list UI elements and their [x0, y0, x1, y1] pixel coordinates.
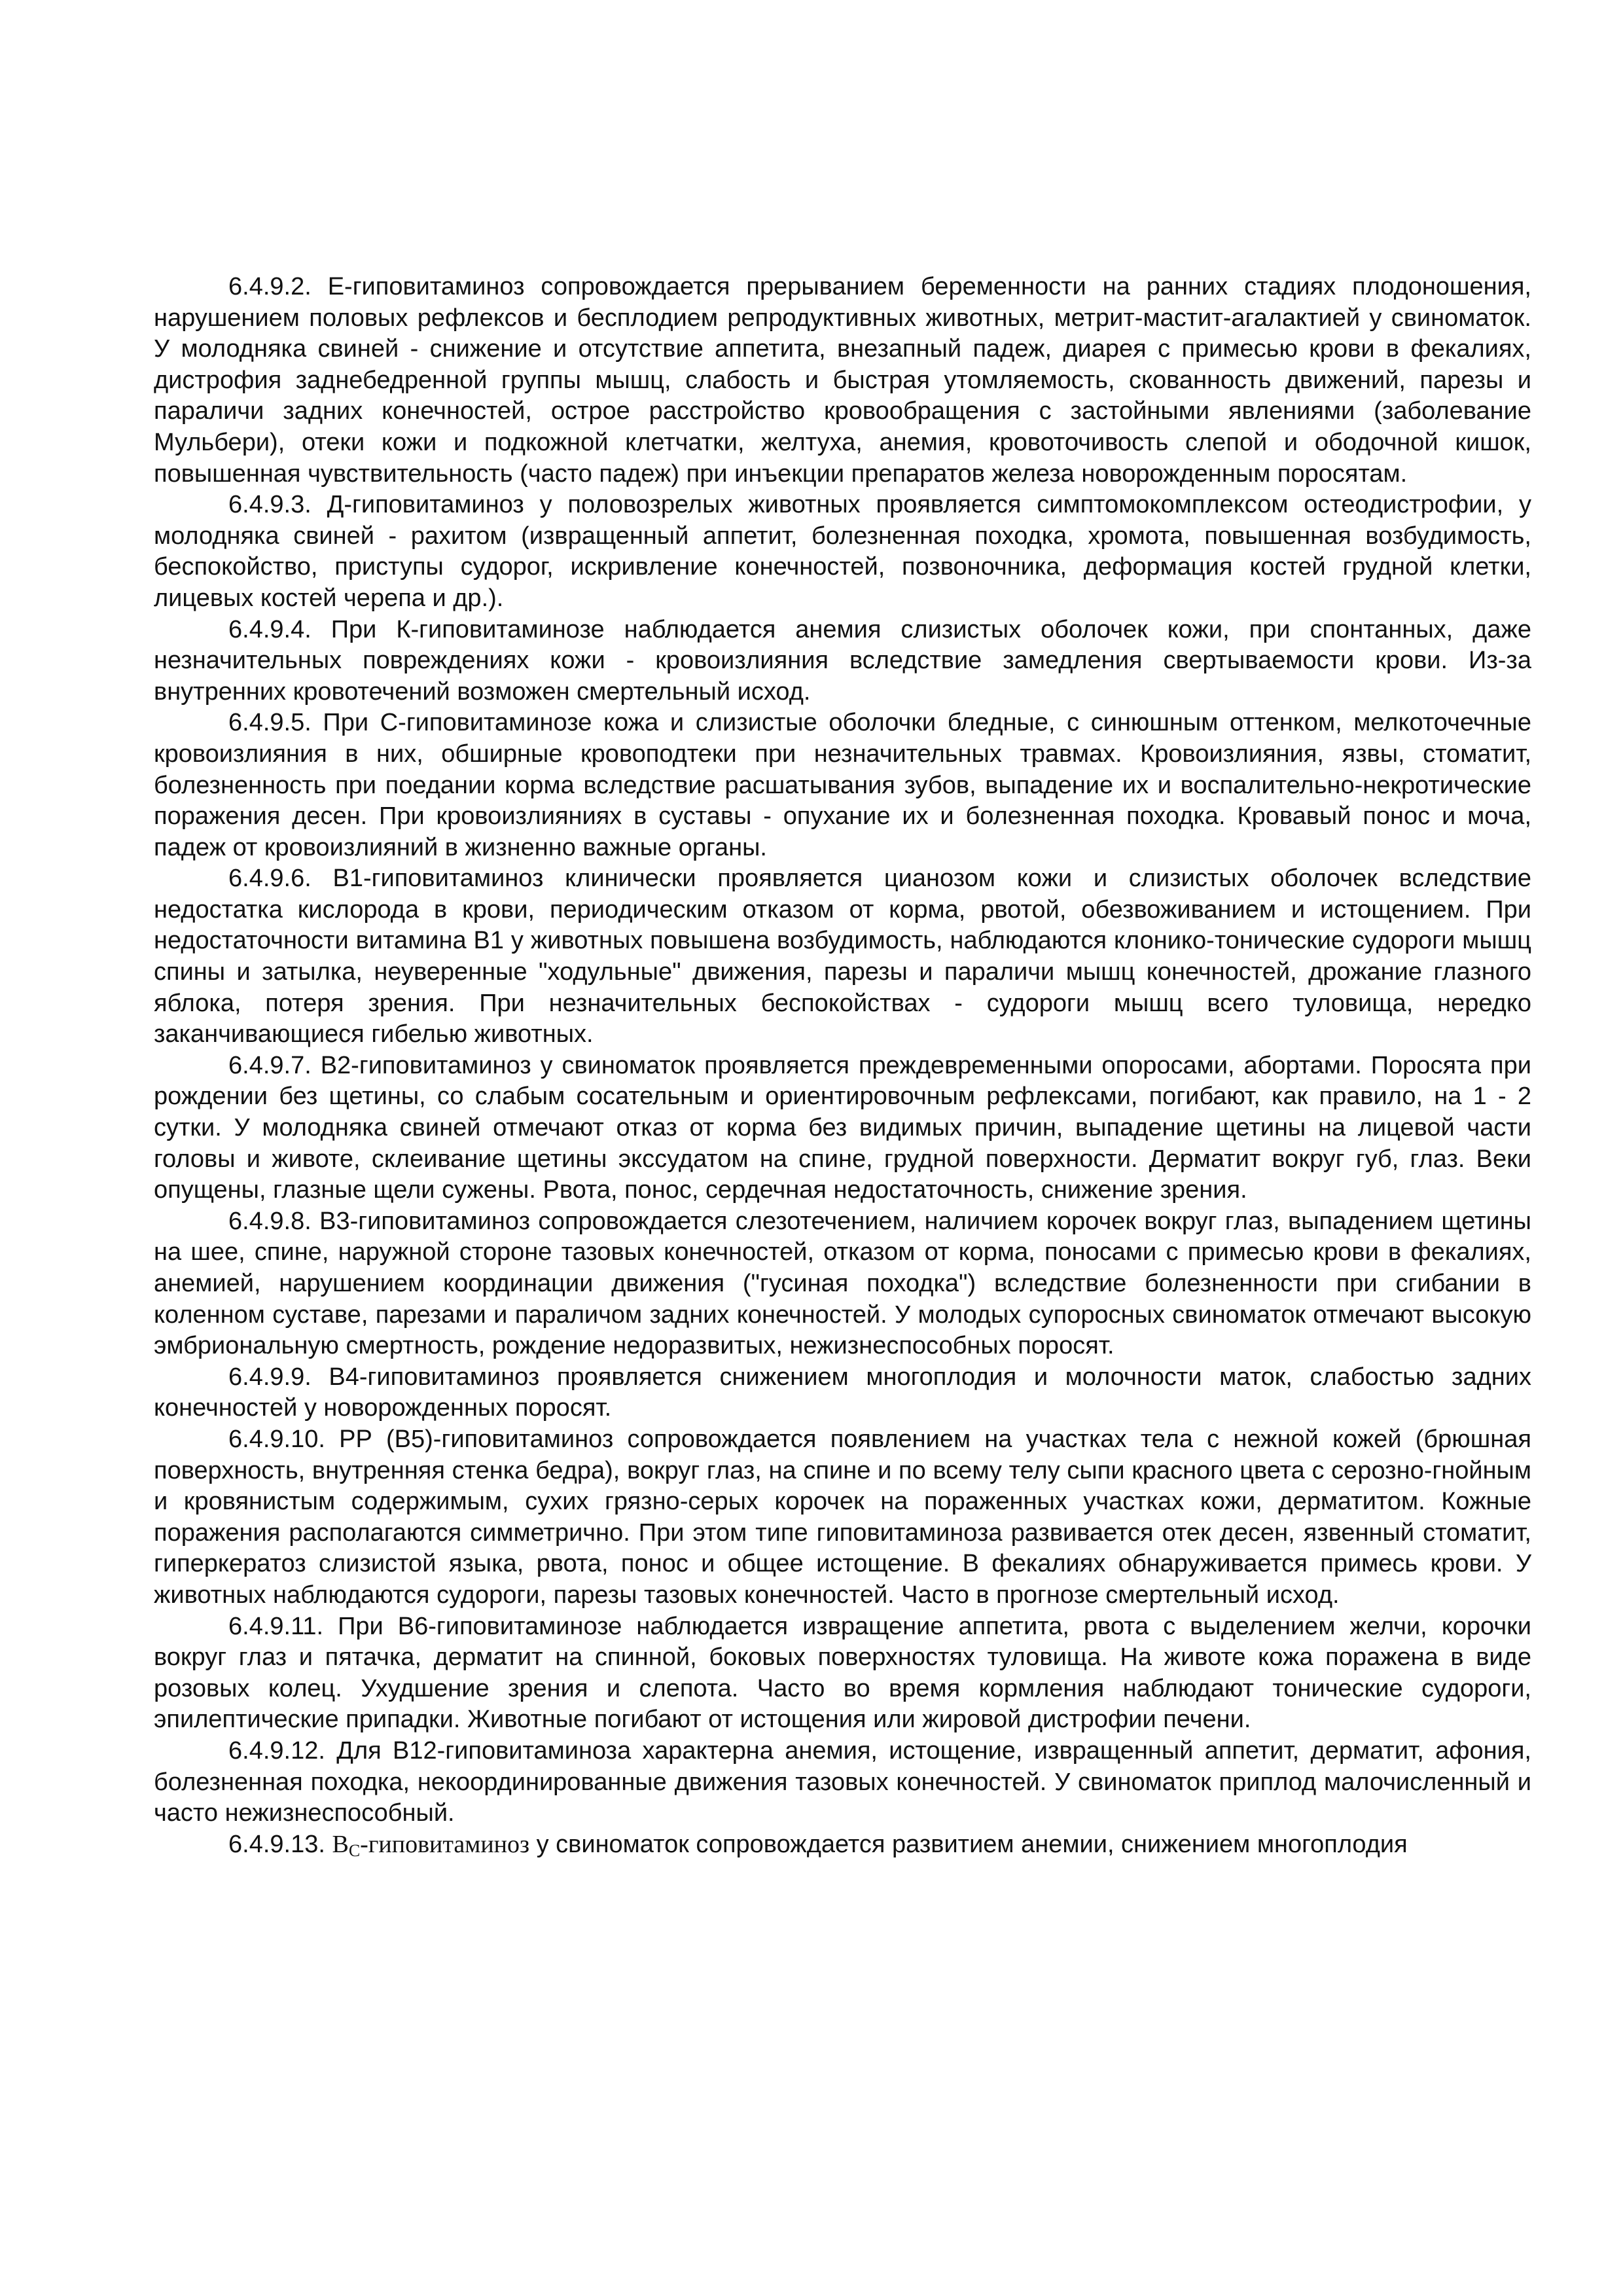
paragraph-6-4-9-8: 6.4.9.8. В3-гиповитаминоз сопровождается слезотечением, наличием корочек вокруг глаз, выпадением щетины на шее, спине, наружной стороне тазовых конечностей, отказом от корма, поносами с примесью крови в фекалиях, анемией, нарушением координации движения ("гусиная походка") вследствие болезненности при сгибании в коленном суставе, парезами и параличом задних конечностей. У молодых супоросных свиноматок отмечают высокую эмбриональную смертность, рождение недоразвитых, нежизнеспособных поросят. [154, 1207, 1531, 1360]
paragraph-6-4-9-6: 6.4.9.6. В1-гиповитаминоз клинически проявляется цианозом кожи и слизистых оболочек вследствие недостатка кислорода в крови, периодическим отказом от корма, рвотой, обезвоживанием и истощением. При недостаточности витамина В1 у животных повышена возбудимость, наблюдаются клонико-тонические судороги мышц спины и затылка, неуверенные "ходульные" движения, парезы и параличи мышц конечностей, дрожание глазного яблока, потеря зрения. При незначительных беспокойствах - судороги мышц всего туловища, нередко заканчивающиеся гибелью животных. [154, 865, 1531, 1049]
document-page [154, 272, 1531, 1860]
vitamin-letter: В [332, 1830, 349, 1858]
paragraph-6-4-9-13 [154, 1829, 1531, 1861]
vitamin-subscript: С [348, 1840, 361, 1860]
vitamin-term-suffix: -гиповитаминоз [360, 1830, 530, 1858]
paragraph-rest-text: у свиноматок сопровождается развитием анемии, снижением многоплодия [536, 1830, 1408, 1858]
paragraph-6-4-9-10: 6.4.9.10. РР (В5)-гиповитаминоз сопровождается появлением на участках тела с нежной кожей (брюшная поверхность, внутренняя стенка бедра), вокруг глаз, на спине и по всему телу сыпи красного цвета с серозно-гнойным и кровянистым содержимым, сухих грязно-серых корочек на пораженных участках кожи, дерматитом. Кожные поражения располагаются симметрично. При этом типе гиповитаминоза развивается отек десен, язвенный стоматит, гиперкератоз слизистой языка, рвота, понос и общее истощение. В фекалиях обнаруживается примесь крови. У животных наблюдаются судороги, парезы тазовых конечностей. Часто в прогнозе смертельный исход. [154, 1425, 1531, 1609]
paragraph-6-4-9-7: 6.4.9.7. В2-гиповитаминоз у свиноматок проявляется преждевременными опоросами, абортами. Поросята при рождении без щетины, со слабым сосательным и ориентировочным рефлексами, погибают, как правило, на 1 - 2 сутки. У молодняка свиней отмечают отказ от корма без видимых причин, выпадение щетины на лицевой части головы и животе, склеивание щетины экссудатом на спине, грудной поверхности. Дерматит вокруг губ, глаз. Веки опущены, глазные щели сужены. Рвота, понос, сердечная недостаточность, снижение зрения. [154, 1051, 1531, 1204]
paragraph-number: 6.4.9.13. [228, 1830, 325, 1858]
paragraph-6-4-9-5: 6.4.9.5. При С-гиповитаминозе кожа и слизистые оболочки бледные, с синюшным оттенком, мелкоточечные кровоизлияния в них, обширные кровоподтеки при незначительных травмах. Кровоизлияния, язвы, стоматит, болезненность при поедании корма вследствие расшатывания зубов, выпадение их и воспалительно-некротические поражения десен. При кровоизлияниях в суставы - опухание их и болезненная походка. Кровавый понос и моча, падеж от кровоизлияний в жизненно важные органы. [154, 709, 1531, 861]
paragraph-6-4-9-3: 6.4.9.3. Д-гиповитаминоз у половозрелых животных проявляется симптомокомплексом остеодистрофии, у молодняка свиней - рахитом (извращенный аппетит, болезненная походка, хромота, повышенная возбудимость, беспокойство, приступы судорог, искривление конечностей, позвоночника, деформация костей грудной клетки, лицевых костей черепа и др.). [154, 491, 1531, 612]
vitamin-term [332, 1831, 529, 1858]
paragraph-6-4-9-4: 6.4.9.4. При К-гиповитаминозе наблюдается анемия слизистых оболочек кожи, при спонтанных, даже незначительных повреждениях кожи - кровоизлияния вследствие замедления свертываемости крови. Из-за внутренних кровотечений возможен смертельный исход. [154, 615, 1531, 706]
paragraph-6-4-9-11: 6.4.9.11. При В6-гиповитаминозе наблюдается извращение аппетита, рвота с выделением желчи, корочки вокруг глаз и пятачка, дерматит на спинной, боковых поверхностях туловища. На животе кожа поражена в виде розовых колец. Ухудшение зрения и слепота. Часто во время кормления наблюдают тонические судороги, эпилептические припадки. Животные погибают от истощения или жировой дистрофии печени. [154, 1612, 1531, 1734]
paragraph-6-4-9-2: 6.4.9.2. Е-гиповитаминоз сопровождается прерыванием беременности на ранних стадиях плодоношения, нарушением половых рефлексов и бесплодием репродуктивных животных, метрит-мастит-агалактией у свиноматок. У молодняка свиней - снижение и отсутствие аппетита, внезапный падеж, диарея с примесью крови в фекалиях, дистрофия заднебедренной группы мышц, слабость и быстрая утомляемость, скованность движений, парезы и параличи задних конечностей, острое расстройство кровообращения с застойными явлениями (заболевание Мульбери), отеки кожи и подкожной клетчатки, желтуха, анемия, кровоточивость слепой и ободочной кишок, повышенная чувствительность (часто падеж) при инъекции препаратов железа новорожденным поросятам. [154, 273, 1531, 488]
paragraph-6-4-9-12: 6.4.9.12. Для В12-гиповитаминоза характерна анемия, истощение, извращенный аппетит, дерматит, афония, болезненная походка, некоординированные движения тазовых конечностей. У свиноматок приплод малочисленный и часто нежизнеспособный. [154, 1736, 1531, 1827]
paragraph-6-4-9-9: 6.4.9.9. В4-гиповитаминоз проявляется снижением многоплодия и молочности маток, слабостью задних конечностей у новорожденных поросят. [154, 1363, 1531, 1422]
